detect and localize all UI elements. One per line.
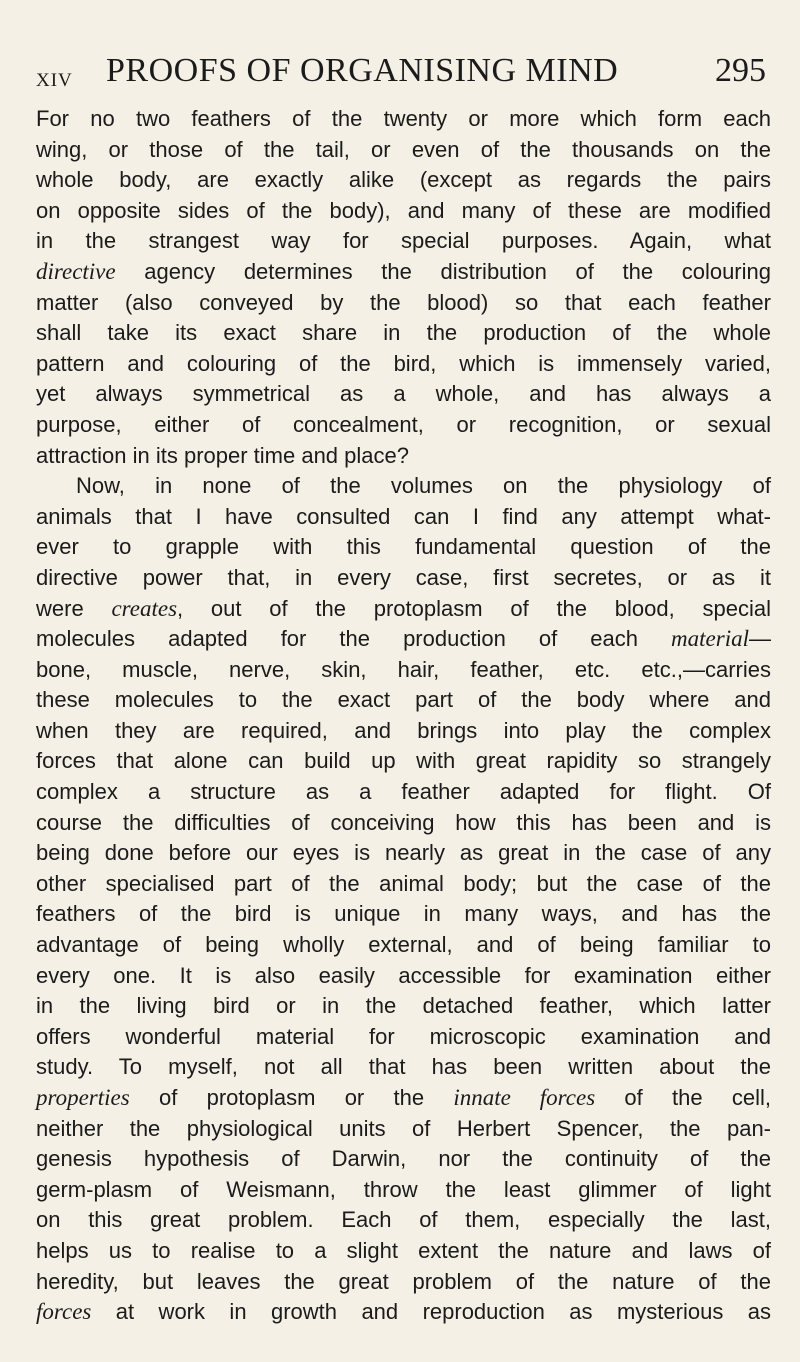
line-text: on this great problem. Each of them, especially the last, [36, 1207, 771, 1233]
line-text: pattern and colouring of the bird, which is immensely varied, [36, 350, 771, 376]
body-text [36, 104, 771, 1328]
line-text: course the difficulties of conceiving how this has been and is [36, 809, 771, 835]
line-text: shall take its exact share in the production of the whole [36, 320, 771, 346]
line-text: these molecules to the exact part of the body where and [36, 687, 771, 713]
text-line [36, 1144, 771, 1175]
line-text: of the cell, [595, 1085, 772, 1110]
line-text: at work in growth and reproduction as mysterious as [91, 1299, 771, 1325]
text-line [36, 563, 771, 594]
italic-phrase: creates [111, 595, 178, 621]
chapter-number: XIV [36, 70, 73, 91]
line-text: every one. It is also easily accessible for examination either [36, 962, 771, 988]
text-line [36, 410, 771, 441]
text-line [36, 226, 771, 257]
text-line [36, 869, 771, 900]
line-text: attraction in its proper time and place? [36, 442, 409, 468]
text-line [36, 135, 771, 166]
line-text: — [749, 626, 771, 652]
text-line [36, 1205, 771, 1236]
line-text: being done before our eyes is nearly as great in the case of any [36, 840, 771, 866]
line-text: helps us to realise to a slight extent the nature and laws of [36, 1237, 771, 1263]
text-line [36, 1267, 771, 1298]
line-text: were [36, 595, 112, 621]
text-line [36, 441, 771, 472]
text-line [36, 899, 771, 930]
italic-phrase: forces [36, 1299, 92, 1325]
text-line [36, 1052, 771, 1083]
line-text: neither the physiological units of Herbert Spencer, the pan- [36, 1115, 771, 1141]
text-line [36, 196, 771, 227]
line-text: ever to grapple with this fundamental question of the [36, 534, 771, 560]
text-line [36, 1022, 771, 1053]
line-text: germ-plasm of Weismann, throw the least glimmer of light [36, 1176, 771, 1202]
text-line [36, 716, 771, 747]
text-line [36, 1083, 771, 1114]
line-text: heredity, but leaves the great problem of the nature of the [36, 1268, 771, 1294]
line-text: matter (also conveyed by the blood) so that each feather [36, 289, 771, 315]
line-text: when they are required, and brings into play the complex [36, 717, 771, 743]
text-line [36, 655, 771, 686]
line-text: study. To myself, not all that has been written about the [36, 1054, 771, 1080]
text-line [36, 104, 771, 135]
text-line [36, 379, 771, 410]
text-line [36, 961, 771, 992]
line-text: molecules adapted for the production of each [36, 626, 672, 652]
running-header [36, 52, 766, 92]
text-line [36, 746, 771, 777]
line-text: animals that I have consulted can I find any attempt what- [36, 503, 771, 529]
line-text: For no two feathers of the twenty or more which form each [36, 106, 771, 131]
line-text: offers wonderful material for microscopic examination and [36, 1023, 771, 1049]
line-text: , out of the protoplasm of the blood, special [177, 595, 771, 621]
text-line [36, 808, 771, 839]
text-line [36, 624, 771, 655]
text-line [36, 502, 771, 533]
line-text: Now, in none of the volumes on the physiology of [76, 473, 771, 499]
line-text: of protoplasm or the [129, 1085, 454, 1110]
line-text: genesis hypothesis of Darwin, nor the continuity of the [36, 1146, 771, 1172]
line-text: agency determines the distribution of the colouring [115, 258, 771, 284]
text-line [36, 257, 771, 288]
line-text: on opposite sides of the body), and many of these are modified [36, 197, 771, 223]
line-text: yet always symmetrical as a whole, and has always a [36, 381, 771, 407]
italic-phrase: material [671, 626, 749, 652]
text-line [36, 471, 771, 502]
line-text: directive power that, in every case, first secretes, or as it [36, 564, 771, 590]
text-line [36, 1114, 771, 1145]
line-text: purpose, either of concealment, or recognition, or sexual [36, 411, 771, 437]
line-text: advantage of being wholly external, and of being familiar to [36, 932, 771, 958]
text-line [36, 1297, 771, 1328]
italic-phrase: properties [36, 1085, 130, 1110]
text-line [36, 288, 771, 319]
line-text: complex a structure as a feather adapted for flight. Of [36, 779, 771, 805]
italic-phrase: innate forces [453, 1085, 596, 1110]
text-line [36, 1236, 771, 1267]
text-line [36, 165, 771, 196]
text-line [36, 318, 771, 349]
line-text: other specialised part of the animal body; but the case of the [36, 870, 771, 896]
italic-phrase: directive [36, 258, 116, 284]
text-line [36, 777, 771, 808]
line-text: in the living bird or in the detached feather, which latter [36, 993, 771, 1019]
text-line [36, 349, 771, 380]
text-line [36, 532, 771, 563]
text-line [36, 594, 771, 625]
text-line [36, 685, 771, 716]
running-title: PROOFS OF ORGANISING MIND [106, 52, 619, 89]
text-line [36, 838, 771, 869]
line-text: feathers of the bird is unique in many ways, and has the [36, 901, 771, 927]
line-text: whole body, are exactly alike (except as regards the pairs [36, 167, 771, 193]
text-line [36, 1175, 771, 1206]
page-number: 295 [715, 52, 766, 89]
line-text: in the strangest way for special purposes. Again, what [36, 228, 771, 254]
text-line [36, 991, 771, 1022]
line-text: bone, muscle, nerve, skin, hair, feather, etc. etc.,—carries [36, 656, 771, 682]
line-text: forces that alone can build up with great rapidity so strangely [36, 748, 771, 774]
text-line [36, 930, 771, 961]
line-text: wing, or those of the tail, or even of the thousands on the [36, 136, 771, 162]
